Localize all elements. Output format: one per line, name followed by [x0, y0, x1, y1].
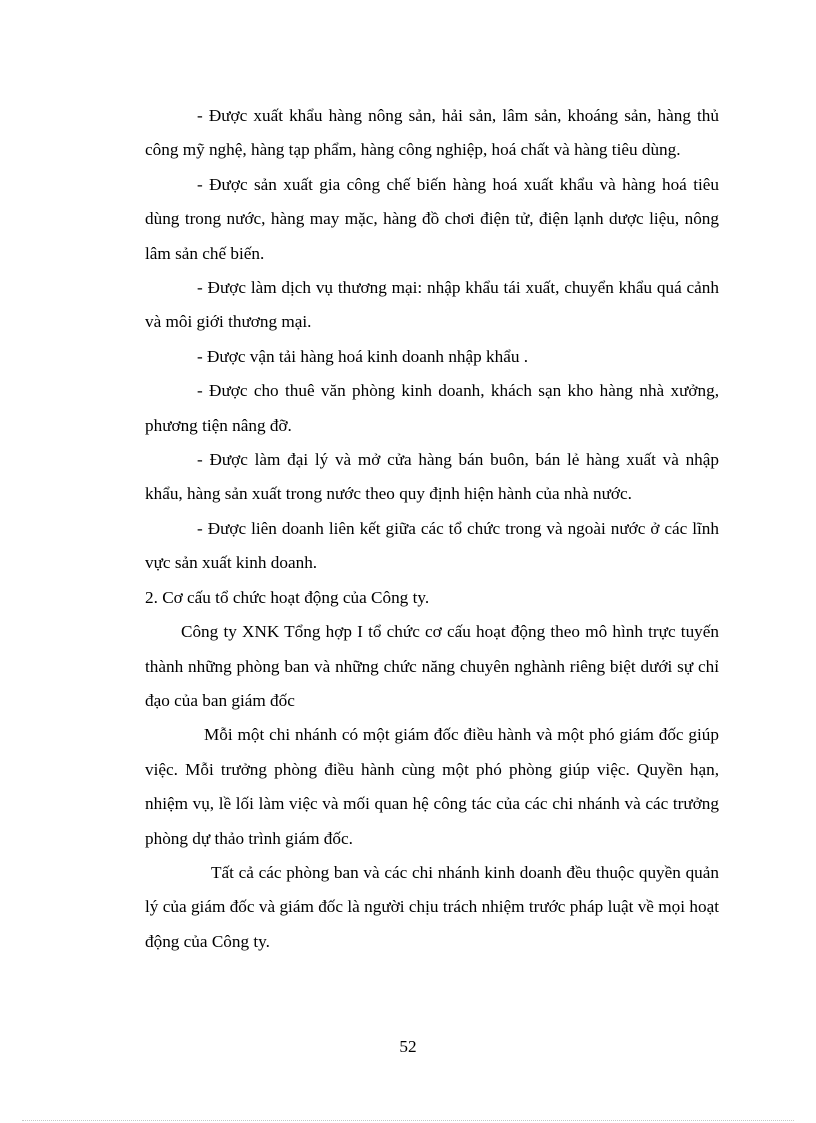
paragraph-director-authority: Tất cả các phòng ban và các chi nhánh kinh doanh đều thuộc quyền quản lý của giám đốc và giám đốc là người chịu trách nhiệm trước pháp luật về mọi hoạt động của Công ty. — [145, 862, 719, 951]
paragraph-office-rental: - Được cho thuê văn phòng kinh doanh, khách sạn kho hàng nhà xưởng, phương tiện nâng đỡ. — [145, 381, 719, 435]
paragraph-organization-model: Công ty XNK Tổng hợp I tổ chức cơ cấu hoạt động theo mô hình trực tuyến thành những phòng ban và những chức năng chuyên nghành riêng biệt dưới sự chỉ đạo của ban giám đốc — [145, 622, 719, 710]
paragraph-joint-venture: - Được liên doanh liên kết giữa các tổ chức trong và ngoài nước ở các lĩnh vực sản xuất kinh doanh. — [145, 518, 719, 573]
body-text — [145, 99, 719, 959]
paragraph-branch-management: Mỗi một chi nhánh có một giám đốc điều hành và một phó giám đốc giúp việc. Mỗi trưởng phòng điều hành cùng một phó phòng giúp việc. Quyền hạn, nhiệm vụ, lề lối làm việc và mối quan hệ công tác của các chi nhánh và các trưởng phòng dự thảo trình giám đốc. — [145, 725, 719, 848]
paragraph-agency-retail: - Được làm đại lý và mở cửa hàng bán buôn, bán lẻ hàng xuất và nhập khẩu, hàng sản xuất trong nước theo quy định hiện hành của nhà nước. — [145, 450, 719, 504]
paragraph-export-goods: - Được xuất khẩu hàng nông sản, hải sản, lâm sản, khoáng sản, hàng thủ công mỹ nghệ, hàng tạp phẩm, hàng công nghiệp, hoá chất và hàng tiêu dùng. — [145, 106, 719, 160]
paragraph-production-processing: - Được sản xuất gia công chế biến hàng hoá xuất khẩu và hàng hoá tiêu dùng trong nước, hàng may mặc, hàng đồ chơi điện tử, điện lạnh dược liệu, nông lâm sản chế biến. — [145, 174, 719, 263]
page-bottom-divider — [22, 1120, 794, 1121]
section-heading-organization: 2. Cơ cấu tổ chức hoạt động của Công ty. — [145, 587, 430, 607]
paragraph-transport: - Được vận tải hàng hoá kinh doanh nhập khẩu . — [197, 346, 529, 366]
page-number: 52 — [399, 1037, 417, 1056]
paragraph-trade-services: - Được làm dịch vụ thương mại: nhập khẩu tái xuất, chuyển khẩu quá cảnh và môi giới thương mại. — [145, 278, 719, 332]
